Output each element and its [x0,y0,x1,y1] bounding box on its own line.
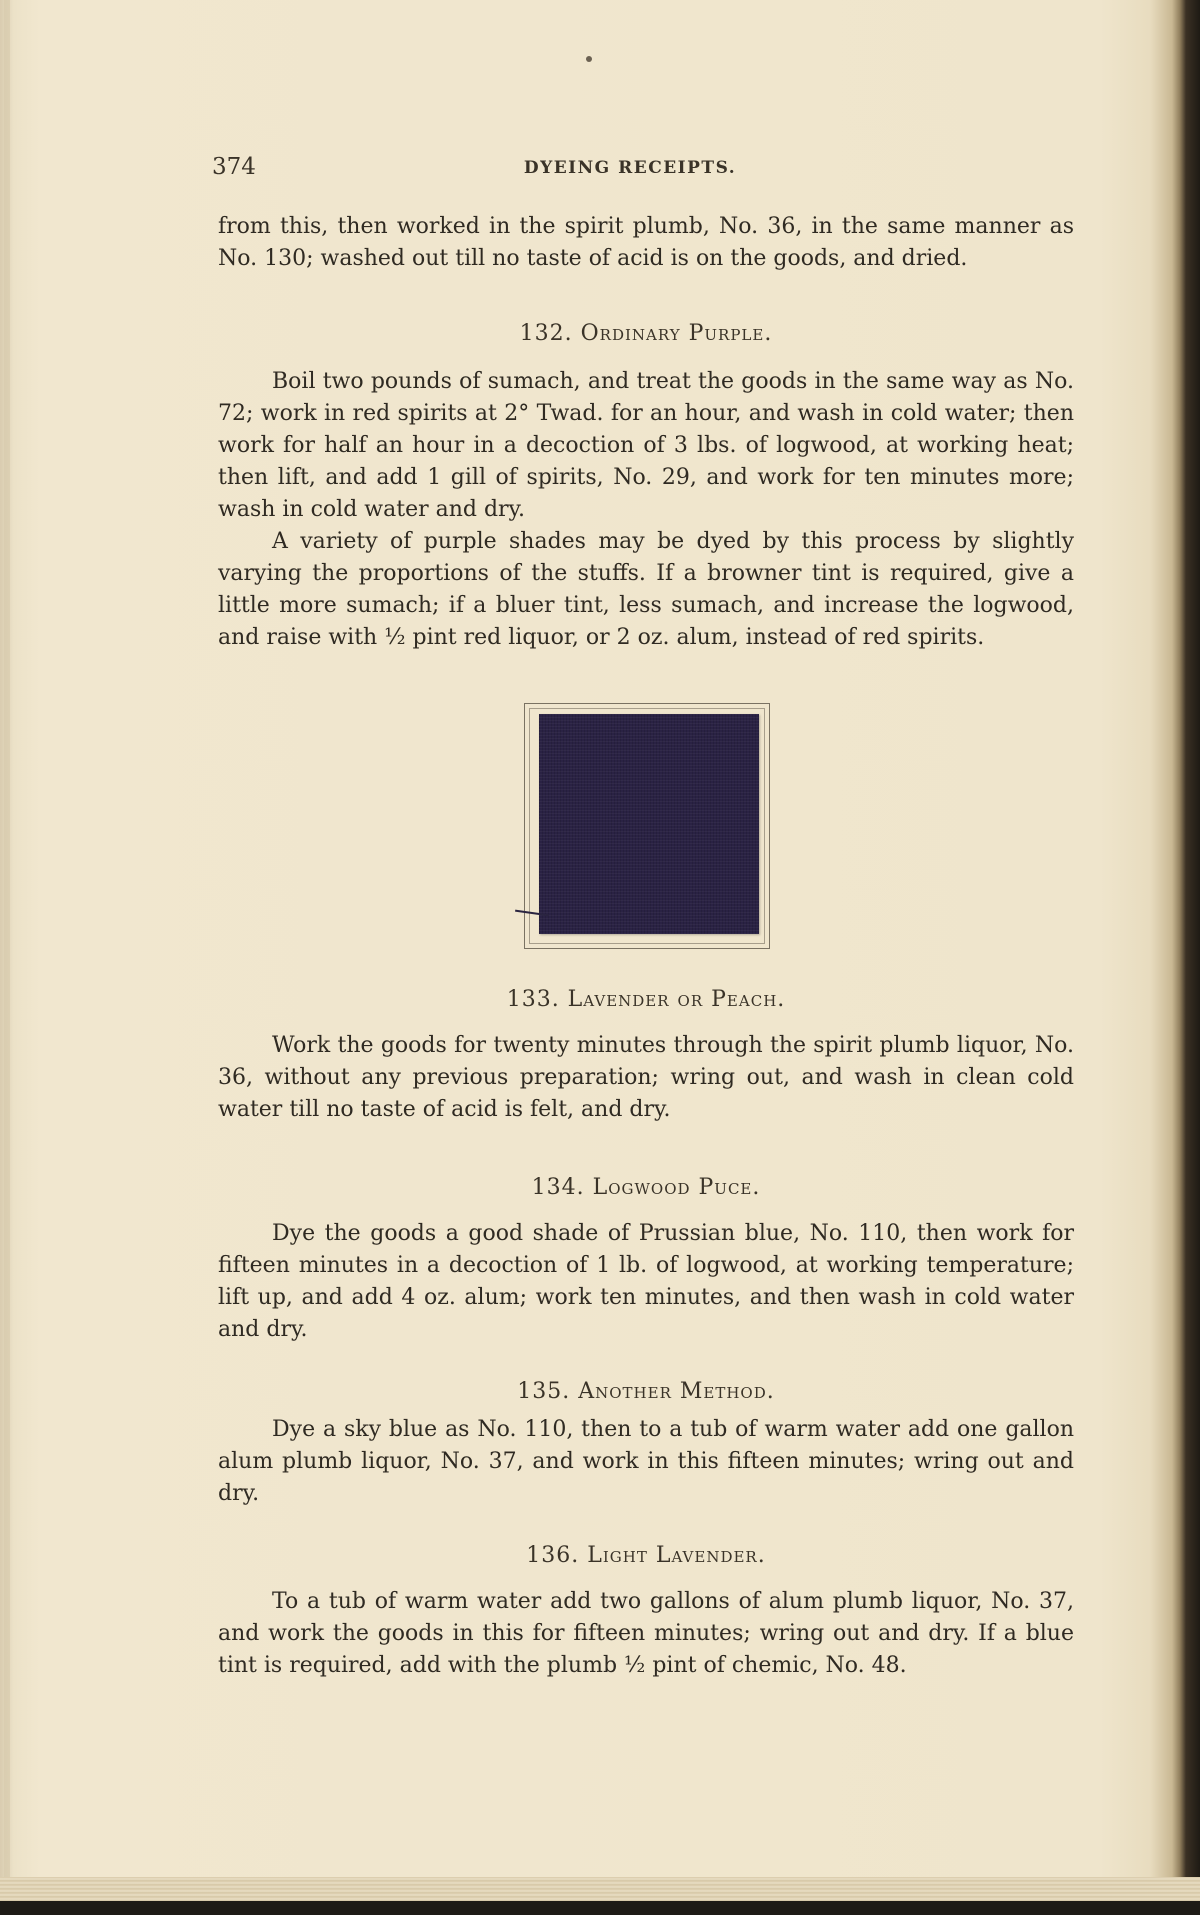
recipe-134-paragraph: Dye the goods a good shade of Prussian blue, No. 110, then work for fifteen minutes in a decoction of 1 lb. of logwood, at working temperature; lift up, and add 4 oz. alum; work ten minutes, and then wash in cold water and dry. [218,1221,1074,1342]
recipe-132-body [218,366,1074,654]
recipe-134-body [218,1218,1074,1346]
recipe-136-body [218,1586,1074,1682]
recipe-135-paragraph: Dye a sky blue as No. 110, then to a tub of warm water add one gallon alum plumb liquor, No. 37, and work in this fifteen minutes; wring out and dry. [218,1417,1074,1506]
fabric-sample-frame [524,703,770,949]
recipe-135-heading: 135. Another Method. [517,1379,775,1404]
recipe-136-paragraph: To a tub of warm water add two gallons of alum plumb liquor, No. 37, and work the goods in this for fifteen minutes; wring out and dry. If a blue tint is required, add with the plumb ½ pint of chemic, No. 48. [218,1589,1074,1678]
running-head [212,154,1048,188]
page-number: 374 [212,154,256,180]
recipe-135-body [218,1414,1074,1510]
running-title: DYEING RECEIPTS. [523,158,737,178]
page-mark-dot [586,56,592,62]
recipe-134-heading: 134. Logwood Puce. [531,1175,761,1200]
recipe-132-paragraph-2: A variety of purple shades may be dyed by this process by slightly varying the proportions of the stuffs. If a browner tint is required, give a little more sumach; if a bluer tint, less sumach, and increase the logwood, and raise with ½ pint red liquor, or 2 oz. alum, instead of red spirits. [218,529,1074,650]
continuation-paragraph [218,211,1074,275]
recipe-136-heading: 136. Light Lavender. [526,1543,766,1568]
recipe-133-body [218,1030,1074,1126]
recipe-132-heading: 132. Ordinary Purple. [519,321,773,346]
continuation-text: from this, then worked in the spirit plumb, No. 36, in the same manner as No. 130; washed out till no taste of acid is on the goods, and dried. [218,214,1074,271]
recipe-133-heading: 133. Lavender or Peach. [506,987,786,1012]
recipe-132-paragraph-1: Boil two pounds of sumach, and treat the goods in the same way as No. 72; work in red spirits at 2° Twad. for an hour, and wash in cold water; then work for half an hour in a decoction of 3 lbs. of logwood, at working heat; then lift, and add 1 gill of spirits, No. 29, and work for ten minutes more; wash in cold water and dry. [218,369,1074,522]
purple-fabric-swatch [539,714,759,934]
recipe-133-paragraph: Work the goods for twenty minutes through the spirit plumb liquor, No. 36, without any previous preparation; wring out, and wash in clean cold water till no taste of acid is felt, and dry. [218,1033,1074,1122]
page-bottom-edge [0,1877,1200,1915]
